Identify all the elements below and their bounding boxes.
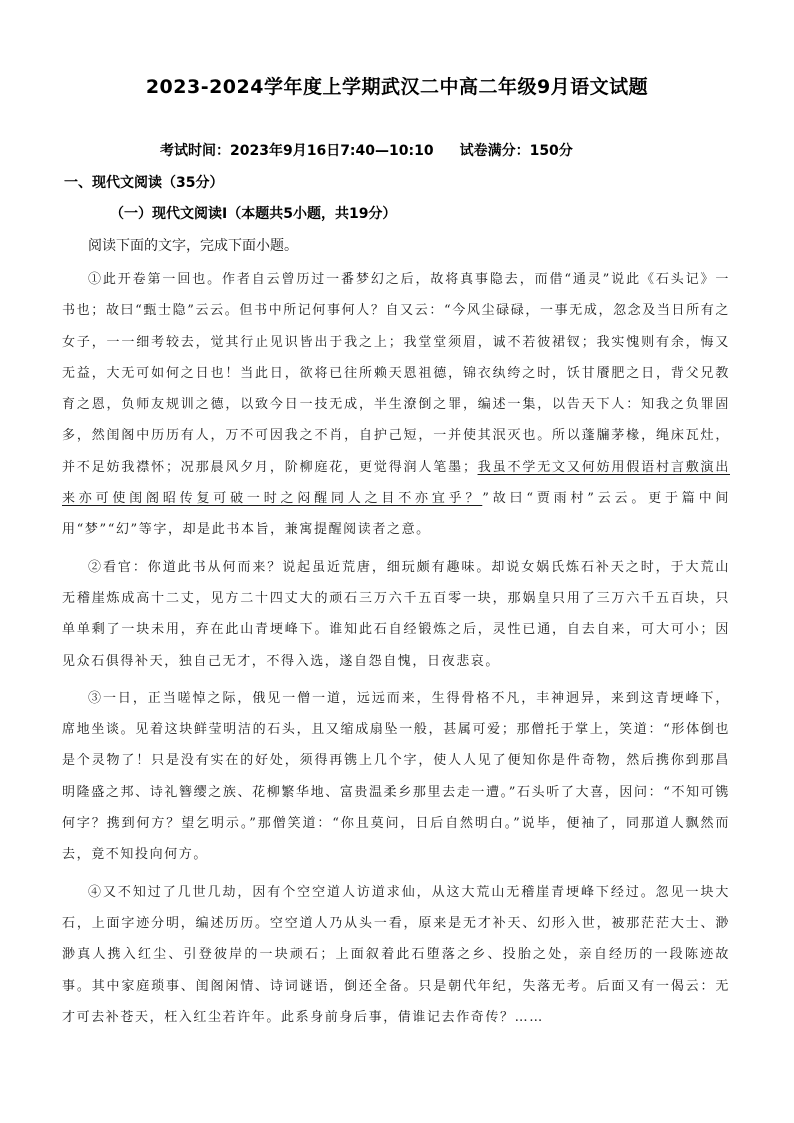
underlined-sentence: 我虽不学无文又何妨用假语村言敷演出来亦可使闺阁昭传复可破一时之闷醒同人之目不亦宜乎？ [62, 459, 730, 507]
paragraph-1-tail: ”故曰“贾雨村”云云。更于篇中间用“梦”“幻”等字，却是此书本旨，兼寓提醒阅读者之意。 [62, 491, 730, 538]
paragraph-1-text: ①此开卷第一回也。作者自云曾历过一番梦幻之后，故将真事隐去，而借“通灵”说此《石头记》一书也；故曰“甄士隐”云云。但书中所记何事何人？自又云：“今风尘碌碌，一事无成，忽念及当日所有之女子，一一细考较去，觉其行止见识皆出于我之上；我堂堂须眉，诚不若彼裙钗；我实愧则有余，悔又无益，大无可如何之日也！当此日，欲将已往所赖天恩祖德，锦衣纨绔之时，饫甘餍肥之日，背父兄教育之恩，负师友规训之德，以致今日一技无成，半生潦倒之罪，编述一集，以告天下人：知我之负罪固多，然闺阁中历历有人，万不可因我之不肖，自护己短，一并使其泯灭也。所以蓬牖茅椽，绳床瓦灶，并不足妨我襟怀；况那晨风夕月，阶柳庭花，更觉得润人笔墨； [62, 272, 730, 475]
page-title: 2023-2024学年度上学期武汉二中高二年级9月语文试题 [145, 76, 649, 98]
passage-paragraph-1 [62, 264, 730, 546]
reading-passage [62, 264, 730, 1039]
passage-paragraph-2: ②看官：你道此书从何而来？说起虽近荒唐，细玩颇有趣味。却说女娲氏炼石补天之时，于大荒山无稽崖炼成高十二丈，见方二十四丈大的顽石三万六千五百零一块，那娲皇只用了三万六千五百块，只单单剩了一块未用，弃在此山青埂峰下。谁知此石自经锻炼之后，灵性已通，自去自来，可大可小；因见众石俱得补天，独自己无才，不得入选，遂自怨自愧，日夜悲哀。 [62, 559, 730, 669]
reading-instruction: 阅读下面的文字，完成下面小题。 [88, 238, 298, 254]
exam-info [160, 140, 680, 160]
passage-paragraph-3: ③一日，正当嗟悼之际，俄见一僧一道，远远而来，生得骨格不凡，丰神迥异，来到这青埂峰下，席地坐谈。见着这块鲜莹明洁的石头，且又缩成扇坠一般，甚属可爱；那僧托于掌上，笑道：“形体倒也是个灵物了！只是没有实在的好处，须得再镌上几个字，使人人见了便知你是件奇物，然后携你到那昌明隆盛之邦、诗礼簪缨之族、花柳繁华地、富贵温柔乡那里去走一遭。”石头听了大喜，因问：“不知可镌何字？携到何方？望乞明示。”那僧笑道：“你且莫问，日后自然明白。”说毕，便袖了，同那道人飘然而去，竟不知投向何方。 [62, 690, 730, 863]
passage-paragraph-4: ④又不知过了几世几劫，因有个空空道人访道求仙，从这大荒山无稽崖青埂峰下经过。忽见一块大石，上面字迹分明，编述历历。空空道人乃从头一看，原来是无才补天、幻形入世，被那茫茫大士、渺渺真人携入红尘、引登彼岸的一块顽石；上面叙着此石堕落之乡、投胎之处，亲自经历的一段陈迹故事。其中家庭琐事、闺阁闲情、诗词谜语，倒还全备。只是朝代年纪，失落无考。后面又有一偈云：无才可去补苍天，枉入红尘若许年。此系身前身后事，倩谁记去作奇传？…… [62, 884, 730, 1025]
exam-time: 考试时间：2023年9月16日7:40—10:10 [160, 143, 434, 159]
subsection-heading: （一）现代文阅读Ⅰ（本题共5小题，共19分） [110, 206, 397, 222]
section-heading: 一、现代文阅读（35分） [64, 175, 224, 191]
exam-full-score: 试卷满分：150分 [459, 143, 573, 159]
